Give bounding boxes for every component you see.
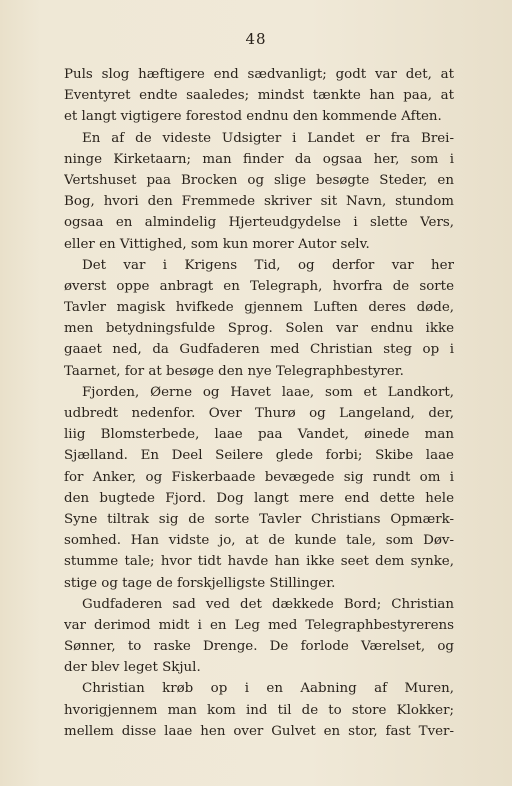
text-line: ninge Kirketaarn; man finder da ogsaa her, som i (64, 151, 454, 167)
text-line: men betydningsfulde Sprog. Solen var endnu ikke (64, 321, 454, 337)
text-line: ogsaa en almindelig Hjerteudgydelse i slette Vers, (64, 215, 454, 231)
text-line: Fjorden, Øerne og Havet laae, som et Landkort, (82, 384, 454, 400)
text-line: stige og tage de forskjelligste Stillinger. (64, 575, 336, 591)
text-line: udbredt nedenfor. Over Thurø og Langeland, der, (64, 406, 454, 421)
text-line: for Anker, og Fiskerbaade bevægede sig rundt om i (64, 469, 454, 485)
text-line: En af de videste Udsigter i Landet er fra Brei- (82, 130, 454, 146)
text-line: mellem disse laae hen over Gulvet en stor, fast Tver- (64, 723, 454, 739)
text-line: Sønner, to raske Drenge. De forlode Værelset, og (64, 639, 454, 655)
text-line: Puls slog hæftigere end sædvanligt; godt var det, at (64, 67, 454, 82)
text-line: eller en Vittighed, som kun morer Autor selv. (64, 236, 370, 252)
text-line: Bog, hvori den Fremmede skriver sit Navn, stundom (64, 194, 454, 210)
text-line: gaaet ned, da Gudfaderen med Christian steg op i (64, 342, 454, 358)
text-line: der blev leget Skjul. (64, 660, 201, 676)
text-line: Syne tiltrak sig de sorte Tavler Christians Opmærk- (64, 511, 454, 527)
text-line: Taarnet, for at besøge den nye Telegraphbestyrer. (64, 363, 404, 379)
text-line: øverst oppe anbragt en Telegraph, hvorfra de sorte (64, 278, 454, 294)
page-number: 48 (245, 30, 267, 48)
text-line: et langt vigtigere forestod endnu den kommende Aften. (64, 109, 442, 125)
body-text (64, 64, 454, 742)
text-line: Tavler magisk hvifkede gjennem Luften deres døde, (64, 300, 454, 316)
text-line: liig Blomsterbede, laae paa Vandet, øinede man (64, 427, 454, 443)
text-line: stumme tale; hvor tidt havde han ikke seet dem synke, (64, 554, 454, 570)
text-line: hvorigjennem man kom ind til de to store Klokker; (64, 702, 454, 718)
text-line: Gudfaderen sad ved det dækkede Bord; Christian (82, 596, 454, 612)
text-line: Christian krøb op i en Aabning af Muren, (82, 681, 454, 697)
text-line: Eventyret endte saaledes; mindst tænkte han paa, at (64, 88, 454, 104)
text-line: Sjælland. En Deel Seilere glede forbi; Skibe laae (64, 448, 454, 464)
text-line: Det var i Krigens Tid, og derfor var her (82, 257, 454, 273)
text-line: somhed. Han vidste jo, at de kunde tale, som Døv- (64, 533, 454, 549)
text-line: var derimod midt i en Leg med Telegraphbestyrerens (64, 617, 454, 633)
text-line: den bugtede Fjord. Dog langt mere end dette hele (64, 490, 454, 506)
text-line: Vertshuset paa Brocken og slige besøgte Steder, en (64, 172, 454, 188)
